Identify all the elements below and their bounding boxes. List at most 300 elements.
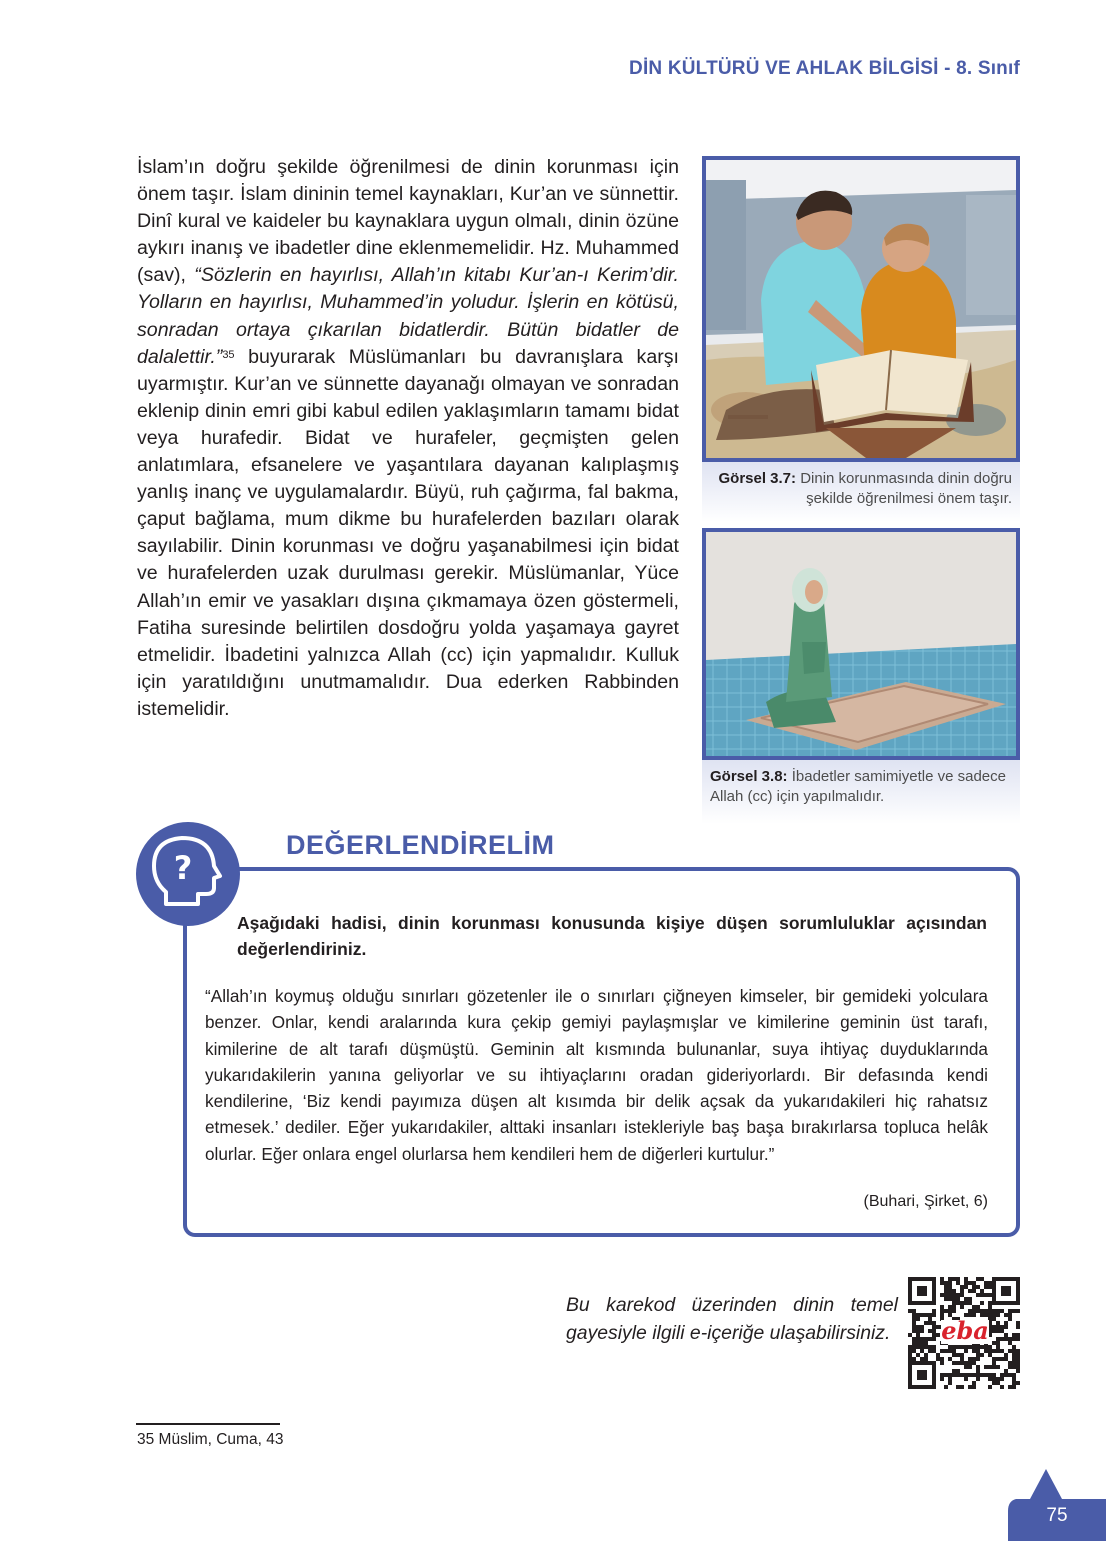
- qr-module: [912, 1357, 916, 1361]
- body-paragraph: [137, 154, 679, 723]
- qr-module: [960, 1361, 964, 1365]
- qr-module: [996, 1377, 1000, 1381]
- qr-module: [932, 1333, 936, 1337]
- qr-module: [996, 1349, 1000, 1353]
- qr-module: [988, 1345, 992, 1349]
- qr-module: [928, 1337, 932, 1341]
- qr-module: [936, 1357, 940, 1361]
- qr-module: [996, 1321, 1000, 1325]
- qr-module: [1008, 1349, 1012, 1353]
- qr-module: [1012, 1385, 1016, 1389]
- qr-module: [912, 1321, 916, 1325]
- qr-module: [996, 1365, 1000, 1369]
- qr-module: [988, 1293, 992, 1297]
- question-mark: ?: [173, 849, 193, 887]
- qr-module: [968, 1385, 972, 1389]
- qr-module: [1004, 1357, 1008, 1361]
- qr-module: [964, 1297, 968, 1301]
- qr-module: [972, 1361, 976, 1365]
- qr-module: [968, 1345, 972, 1349]
- qr-module: [968, 1281, 972, 1285]
- qr-module: [956, 1361, 960, 1365]
- qr-module: [960, 1353, 964, 1357]
- qr-module: [928, 1329, 932, 1333]
- qr-module: [976, 1277, 980, 1281]
- qr-module: [1000, 1337, 1004, 1341]
- qr-module: [976, 1345, 980, 1349]
- qr-module: [1004, 1321, 1008, 1325]
- qr-module: [928, 1349, 932, 1353]
- qr-module: [960, 1357, 964, 1361]
- qr-module: [996, 1313, 1000, 1317]
- qr-module: [952, 1349, 956, 1353]
- qr-module: [948, 1309, 952, 1313]
- qr-module: [948, 1293, 952, 1297]
- qr-module: [988, 1385, 992, 1389]
- qr-module: [920, 1341, 924, 1345]
- caption-label: Görsel 3.8:: [710, 768, 788, 785]
- qr-module: [1016, 1349, 1020, 1353]
- qr-module: [1008, 1317, 1012, 1321]
- qr-module: [916, 1345, 920, 1349]
- qr-module: [976, 1285, 980, 1289]
- qr-module: [916, 1341, 920, 1345]
- qr-module: [952, 1361, 956, 1365]
- qr-module: [960, 1293, 964, 1297]
- qr-module: [992, 1377, 996, 1381]
- evaluation-circle: [136, 822, 240, 926]
- qr-module: [932, 1345, 936, 1349]
- qr-module: [932, 1321, 936, 1325]
- qr-module: [1012, 1345, 1016, 1349]
- qr-module: [972, 1281, 976, 1285]
- qr-module: [984, 1373, 988, 1377]
- qr-module: [940, 1357, 944, 1361]
- qr-module: [948, 1289, 952, 1293]
- qr-module: [924, 1337, 928, 1341]
- caption-text: Dinin korunmasında dinin doğru şekilde öğrenilmesi önem taşır.: [796, 470, 1012, 507]
- qr-module: [932, 1337, 936, 1341]
- qr-module: [972, 1345, 976, 1349]
- evaluation-question: Aşağıdaki hadisi, dinin korunması konusunda kişiye düşen sorumluluklar açısından değerlendiriniz.: [237, 913, 987, 959]
- qr-module: [940, 1377, 944, 1381]
- qr-module: [1012, 1365, 1016, 1369]
- figure-3-7: [702, 156, 1020, 522]
- qr-module: [1004, 1313, 1008, 1317]
- qr-description: Bu karekod üzerinden dinin temel gayesiyle ilgili e-içeriğe ulaşabilirsiniz.: [566, 1294, 898, 1344]
- caption-text: İbadetler samimiyetle ve sadece Allah (cc) için yapılmalıdır.: [710, 768, 1006, 805]
- qr-module: [944, 1349, 948, 1353]
- qr-module: [1008, 1337, 1012, 1341]
- qr-module: [1012, 1353, 1016, 1357]
- page-header-title: DİN KÜLTÜRÜ VE AHLAK BİLGİSİ - 8. Sınıf: [629, 58, 1020, 79]
- qr-module: [952, 1277, 956, 1281]
- qr-module: [1016, 1325, 1020, 1329]
- qr-module: [992, 1313, 996, 1317]
- qr-module: [964, 1349, 968, 1353]
- qr-module: [948, 1373, 952, 1377]
- qr-module: [940, 1305, 944, 1309]
- qr-module: [972, 1381, 976, 1385]
- qr-module: [948, 1297, 952, 1301]
- qr-module: [952, 1373, 956, 1377]
- qr-module: [960, 1305, 964, 1309]
- qr-module: [1012, 1377, 1016, 1381]
- qr-module: [960, 1345, 964, 1349]
- qr-module: [908, 1345, 912, 1349]
- qr-module: [992, 1361, 996, 1365]
- qr-module: [972, 1349, 976, 1353]
- qr-module: [996, 1381, 1000, 1385]
- qr-module: [956, 1301, 960, 1305]
- qr-module: [1004, 1353, 1008, 1357]
- qr-module: [908, 1349, 912, 1353]
- qr-module: [960, 1385, 964, 1389]
- qr-module: [956, 1353, 960, 1357]
- qr-module: [988, 1349, 992, 1353]
- qr-code-icon[interactable]: [907, 1276, 1021, 1390]
- qr-module: [948, 1281, 952, 1285]
- qr-module: [1000, 1349, 1004, 1353]
- qr-module: [952, 1309, 956, 1313]
- qr-module: [928, 1313, 932, 1317]
- qr-module: [992, 1329, 996, 1333]
- qr-module: [960, 1289, 964, 1293]
- qr-module: [984, 1309, 988, 1313]
- qr-module: [968, 1297, 972, 1301]
- qr-module: [936, 1333, 940, 1337]
- qr-module: [960, 1285, 964, 1289]
- qr-module: [956, 1293, 960, 1297]
- footnote: 35 Müslim, Cuma, 43: [137, 1431, 284, 1448]
- qr-module: [976, 1305, 980, 1309]
- qr-module: [916, 1333, 920, 1337]
- photo-girl-praying: [702, 528, 1020, 760]
- qr-module: [968, 1309, 972, 1313]
- qr-module: [976, 1373, 980, 1377]
- qr-module: [980, 1289, 984, 1293]
- qr-module: [1000, 1385, 1004, 1389]
- qr-module: [912, 1325, 916, 1329]
- qr-module: [916, 1325, 920, 1329]
- qr-module: [932, 1313, 936, 1317]
- qr-module: [988, 1365, 992, 1369]
- qr-module: [980, 1309, 984, 1313]
- qr-module: [1008, 1365, 1012, 1369]
- qr-module: [992, 1381, 996, 1385]
- qr-module: [968, 1357, 972, 1361]
- qr-module: [964, 1285, 968, 1289]
- qr-module: [988, 1353, 992, 1357]
- qr-module: [924, 1345, 928, 1349]
- qr-module: [912, 1345, 916, 1349]
- qr-module: [984, 1285, 988, 1289]
- qr-module: [1008, 1361, 1012, 1365]
- qr-module: [932, 1349, 936, 1353]
- qr-module: [1008, 1341, 1012, 1345]
- qr-module: [940, 1373, 944, 1377]
- qr-module: [912, 1317, 916, 1321]
- qr-module: [952, 1345, 956, 1349]
- qr-module: [996, 1309, 1000, 1313]
- qr-module: [972, 1385, 976, 1389]
- boys-reading-illustration: [706, 160, 1016, 458]
- qr-module: [916, 1313, 920, 1317]
- qr-module: [964, 1365, 968, 1369]
- qr-module: [952, 1369, 956, 1373]
- qr-module: [980, 1293, 984, 1297]
- qr-module: [948, 1285, 952, 1289]
- qr-module: [980, 1301, 984, 1305]
- qr-module: [1008, 1309, 1012, 1313]
- caption-3-8: [702, 760, 1020, 824]
- qr-module: [948, 1349, 952, 1353]
- qr-module: [992, 1349, 996, 1353]
- qr-module: [924, 1313, 928, 1317]
- qr-module: [912, 1349, 916, 1353]
- qr-module: [948, 1377, 952, 1381]
- qr-module: [976, 1353, 980, 1357]
- qr-module: [972, 1357, 976, 1361]
- hadith-source: (Buhari, Şirket, 6): [863, 1193, 988, 1210]
- qr-module: [916, 1353, 920, 1357]
- qr-module: [996, 1329, 1000, 1333]
- qr-module: [968, 1301, 972, 1305]
- qr-module: [976, 1293, 980, 1297]
- qr-module: [908, 1357, 912, 1361]
- qr-module: [980, 1345, 984, 1349]
- qr-module: [920, 1329, 924, 1333]
- qr-module: [984, 1293, 988, 1297]
- qr-module: [928, 1321, 932, 1325]
- figure-3-8: [702, 528, 1020, 824]
- qr-module: [912, 1337, 916, 1341]
- qr-module: [1004, 1333, 1008, 1337]
- qr-module: [1012, 1373, 1016, 1377]
- qr-module: [920, 1357, 924, 1361]
- footnote-rule: [136, 1423, 280, 1425]
- qr-module: [924, 1353, 928, 1357]
- qr-module: [1008, 1385, 1012, 1389]
- qr-module: [916, 1317, 920, 1321]
- qr-module: [1016, 1365, 1020, 1369]
- caption-3-7: [702, 462, 1020, 522]
- qr-module: [916, 1337, 920, 1341]
- footnote-ref: 35: [222, 348, 235, 361]
- qr-module: [988, 1373, 992, 1377]
- qr-module: [944, 1373, 948, 1377]
- qr-module: [988, 1281, 992, 1285]
- qr-module: [996, 1357, 1000, 1361]
- qr-module: [992, 1373, 996, 1377]
- qr-module: [1012, 1349, 1016, 1353]
- qr-module: [940, 1361, 944, 1365]
- qr-module: [1012, 1381, 1016, 1385]
- body-text-part2: buyurarak Müslümanları bu davranışlara karşı uyarmıştır. Kur’an ve sünnette dayanağı olmayan ve sonradan eklenip dinin emri gibi kabul edilen yaklaşımların tamamı bidat veya hurafedir. Bidat ve hurafeler, geçmişten gelen anlatımlara, efsanelere ve yaşantılara dayanan kalıplaşmış yanlış inanç ve uygulamalardır. Büyü, ruh çağırma, fal bakma, çaput bağlama, mum dikme bu hurafelerden bazıları olarak sayılabilir. Dinin korunması ve doğru yaşanabilmesi için bidat ve hurafelerden uzak durulması gerekir. Müslümanlar, Yüce Allah’ın emir ve yasakları dışına çıkmamaya özen göstermeli, Fatiha suresinde belirtilen dosdoğru yolda yaşamaya gayret etmelidir. İbadetini yalnızca Allah (cc) için yapmalıdır. Kulluk için yaratıldığını unutmamalıdır. Dua ederken Rabbinden istemelidir.: [137, 345, 679, 720]
- qr-module: [976, 1369, 980, 1373]
- qr-module: [972, 1289, 976, 1293]
- body-text-part1: İslam’ın doğru şekilde öğrenilmesi de dinin korunması için önem taşır. İslam dininin temel kaynakları, Kur’an ve sünnettir. Dinî kural ve kaideler bu kaynaklara uygun olmalı, dinin özüne aykırı inanış ve ibadetler dine eklenmemelidir. Hz. Muhammed (sav),: [137, 156, 679, 287]
- caption-label: Görsel 3.7:: [718, 470, 797, 487]
- qr-module: [940, 1281, 944, 1285]
- qr-module: [940, 1349, 944, 1353]
- qr-module: [1016, 1361, 1020, 1365]
- qr-module: [944, 1293, 948, 1297]
- qr-module: [956, 1281, 960, 1285]
- qr-module: [976, 1377, 980, 1381]
- qr-module: [976, 1309, 980, 1313]
- qr-module: [928, 1345, 932, 1349]
- qr-module: [968, 1365, 972, 1369]
- qr-module: [948, 1357, 952, 1361]
- qr-module: [992, 1325, 996, 1329]
- qr-module: [956, 1277, 960, 1281]
- qr-module: [984, 1349, 988, 1353]
- qr-module: [988, 1305, 992, 1309]
- qr-module: [948, 1277, 952, 1281]
- evaluation-title: DEĞERLENDİRELİM: [286, 830, 555, 860]
- qr-module: [920, 1337, 924, 1341]
- qr-module: [1000, 1325, 1004, 1329]
- qr-module: [1000, 1373, 1004, 1377]
- qr-module: [1016, 1381, 1020, 1385]
- qr-module: [972, 1285, 976, 1289]
- page-number-tab: [1008, 1469, 1106, 1541]
- qr-module: [1004, 1325, 1008, 1329]
- qr-module: [908, 1309, 912, 1313]
- qr-module: [992, 1365, 996, 1369]
- qr-module: [968, 1373, 972, 1377]
- qr-module: [1016, 1353, 1020, 1357]
- qr-module: [944, 1285, 948, 1289]
- qr-module: [976, 1365, 980, 1369]
- qr-module: [920, 1313, 924, 1317]
- qr-module: [988, 1377, 992, 1381]
- qr-module: [944, 1385, 948, 1389]
- qr-module: [952, 1301, 956, 1305]
- qr-module: [1012, 1357, 1016, 1361]
- qr-module: [928, 1317, 932, 1321]
- qr-module: [964, 1377, 968, 1381]
- qr-module: [1008, 1373, 1012, 1377]
- qr-module: [1004, 1373, 1008, 1377]
- qr-module: [1000, 1329, 1004, 1333]
- qr-module: [1016, 1321, 1020, 1325]
- qr-module: [956, 1297, 960, 1301]
- qr-module: [1004, 1369, 1008, 1373]
- qr-module: [976, 1357, 980, 1361]
- qr-module: [992, 1357, 996, 1361]
- qr-module: [1016, 1333, 1020, 1337]
- qr-module: [948, 1305, 952, 1309]
- qr-module: [992, 1317, 996, 1321]
- qr-module: [920, 1325, 924, 1329]
- qr-module: [912, 1313, 916, 1317]
- qr-module: [912, 1329, 916, 1333]
- qr-module: [988, 1301, 992, 1305]
- qr-module: [972, 1305, 976, 1309]
- qr-module: [916, 1329, 920, 1333]
- qr-module: [924, 1357, 928, 1361]
- qr-module: [964, 1361, 968, 1365]
- qr-module: [1012, 1337, 1016, 1341]
- qr-module: [976, 1349, 980, 1353]
- head-question-icon: [136, 822, 240, 926]
- girl-praying-illustration: [706, 532, 1016, 756]
- qr-module: [956, 1385, 960, 1389]
- qr-module: [952, 1305, 956, 1309]
- qr-module: [952, 1297, 956, 1301]
- qr-module: [920, 1349, 924, 1353]
- qr-module: [932, 1325, 936, 1329]
- qr-module: [952, 1289, 956, 1293]
- qr-module: [940, 1277, 944, 1281]
- qr-module: [996, 1341, 1000, 1345]
- qr-module: [908, 1353, 912, 1357]
- qr-module: [996, 1325, 1000, 1329]
- hadith-quote: “Sözlerin en hayırlısı, Allah’ın kitabı Kur’an-ı Kerim’dir. Yolların en hayırlısı, Muhammed’in yoludur. İşlerin en kötüsü, sonradan ortaya çıkarılan bidatlerdir. Bütün bidatler de dalalettir.”: [137, 264, 679, 368]
- qr-module: [964, 1281, 968, 1285]
- qr-module: [944, 1281, 948, 1285]
- qr-module: [972, 1373, 976, 1377]
- qr-module: [956, 1369, 960, 1373]
- qr-module: [988, 1285, 992, 1289]
- page-number: 75: [1046, 1505, 1068, 1526]
- eba-logo: eba: [941, 1316, 989, 1345]
- qr-module: [924, 1341, 928, 1345]
- qr-module: [1016, 1309, 1020, 1313]
- qr-module: [964, 1345, 968, 1349]
- qr-module: [1016, 1337, 1020, 1341]
- qr-module: [1008, 1313, 1012, 1317]
- qr-module: [956, 1345, 960, 1349]
- qr-module: [964, 1277, 968, 1281]
- qr-module: [960, 1301, 964, 1305]
- qr-module: [1016, 1369, 1020, 1373]
- qr-module: [948, 1345, 952, 1349]
- qr-module: [968, 1289, 972, 1293]
- qr-module: [980, 1277, 984, 1281]
- qr-module: [940, 1293, 944, 1297]
- qr-module: [1000, 1309, 1004, 1313]
- photo-boys-reading-quran: [702, 156, 1020, 462]
- qr-module: [972, 1309, 976, 1313]
- qr-module: [968, 1361, 972, 1365]
- qr-module: [980, 1373, 984, 1377]
- qr-module: [984, 1365, 988, 1369]
- qr-module: [984, 1345, 988, 1349]
- qr-module: [936, 1353, 940, 1357]
- qr-module: [984, 1281, 988, 1285]
- qr-module: [996, 1337, 1000, 1341]
- hadith-text: “Allah’ın koymuş olduğu sınırları gözetenler ile o sınırları çiğneyen kimseler, bir gemideki yolculara benzer. Onlar, kendi aralarında kura çekip gemiyi paylaşmışlar ve kimilerine geminin üst tarafı, kimilerine de alt tarafı düşmüştü. Geminin alt kısmında bulunanlar, suya ihtiyaç duyduklarında yukarıdakilerin yanına geliyorlar ve su ihtiyaçlarını oradan gideriyorlardı. Bir defasında kendi kendilerine, ‘Biz kendi payımıza düşen alt kısımda bir delik açsak da yukarıdakileri hiç rahatsız etmesek.’ dediler. Eğer yukarıdakiler, alttaki insanları istekleriyle baş başa bırakırlarsa topluca helâk olurlar. Eğer onlara engel olurlarsa hem kendileri hem de diğerleri kurtulur.”: [205, 986, 988, 1164]
- qr-module: [1004, 1337, 1008, 1341]
- qr-module: [912, 1309, 916, 1313]
- qr-module: [956, 1373, 960, 1377]
- qr-module: [964, 1373, 968, 1377]
- qr-module: [908, 1333, 912, 1337]
- qr-module: [944, 1309, 948, 1313]
- qr-module: [944, 1289, 948, 1293]
- qr-module: [920, 1345, 924, 1349]
- qr-module: [964, 1301, 968, 1305]
- qr-module: [980, 1353, 984, 1357]
- qr-module: [1012, 1361, 1016, 1365]
- qr-module: [1000, 1377, 1004, 1381]
- qr-module: [952, 1293, 956, 1297]
- qr-module: [1012, 1333, 1016, 1337]
- qr-module: [992, 1341, 996, 1345]
